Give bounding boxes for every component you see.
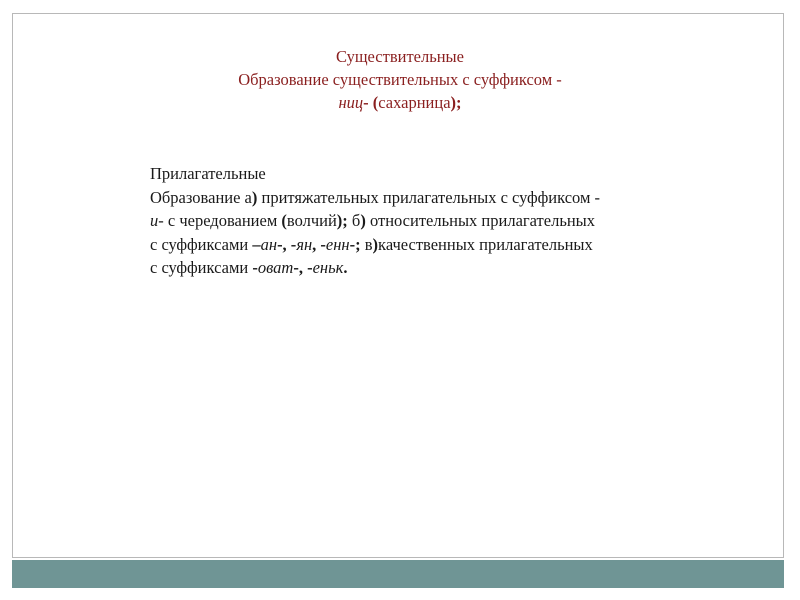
suffix-nits: ниц: [338, 93, 364, 112]
title-line-3: [150, 91, 650, 114]
paren: ): [251, 187, 258, 207]
paren-open: (: [372, 93, 379, 112]
paren: ): [372, 234, 379, 254]
body-line-4: [150, 233, 710, 257]
text-segment: с суффиксами: [150, 258, 253, 277]
suffix-i: и: [150, 211, 159, 230]
text-segment: относительных прилагательных: [365, 211, 596, 230]
paren-close: );: [336, 211, 348, 230]
paren: ): [360, 211, 366, 230]
title-line-2: Образование существительных с суффиксом -: [238, 70, 562, 89]
text-segment: с суффиксами: [150, 234, 253, 254]
body-block: [150, 162, 710, 280]
separator: -, -: [293, 258, 313, 277]
suffix-ovat: оват: [257, 258, 294, 277]
suffix-an: ан: [260, 234, 278, 254]
title-block: [150, 45, 650, 114]
footer-bar: [12, 560, 784, 588]
text-segment: Образование а: [150, 187, 252, 207]
suffix-yan: ян: [296, 234, 313, 254]
body-line-3: [150, 209, 710, 233]
separator: -;: [349, 234, 361, 254]
text-segment: притяжательных прилагательных с суффиксом -: [257, 187, 601, 207]
text-segment: - с чередованием: [158, 211, 282, 230]
body-heading: Прилагательные: [150, 164, 266, 183]
paren-close: );: [450, 93, 462, 112]
text-segment: качественных прилагательных: [378, 234, 593, 254]
text-segment: б: [347, 211, 361, 230]
body-line-2: [150, 186, 710, 210]
period: .: [343, 258, 348, 277]
suffix-enn: енн: [325, 234, 350, 254]
body-line-5: [150, 256, 710, 280]
separator: , -: [312, 234, 326, 254]
dash: –: [252, 234, 261, 254]
title-dash: -: [363, 93, 373, 112]
example-word: сахарница: [378, 93, 451, 112]
title-line-1: Существительные: [336, 47, 464, 66]
text-segment: в: [360, 234, 373, 254]
suffix-enk: еньк: [312, 258, 344, 277]
separator: -, -: [277, 234, 297, 254]
dash: -: [252, 258, 258, 277]
paren-open: (: [281, 211, 287, 230]
example-word: волчий: [286, 211, 337, 230]
